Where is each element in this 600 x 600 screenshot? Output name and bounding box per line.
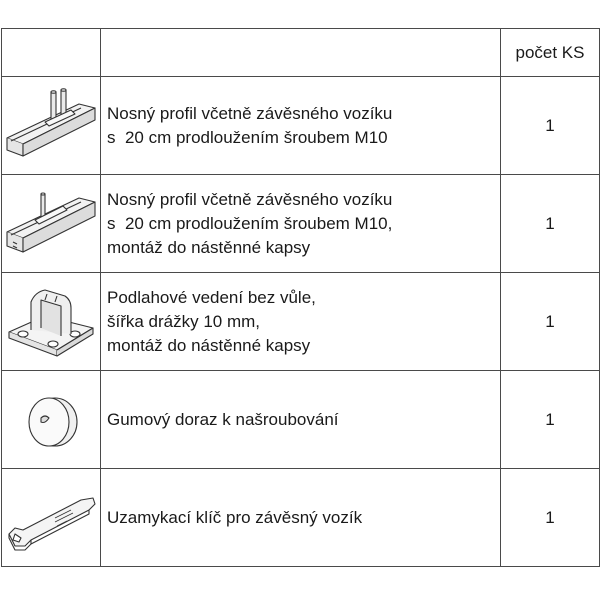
item-image-cell (2, 175, 101, 273)
profile-rail-with-bolt-icon (5, 86, 97, 166)
rubber-stopper-icon (5, 378, 97, 462)
header-image-cell (2, 29, 101, 77)
table-row (2, 469, 600, 567)
table-row (2, 175, 600, 273)
item-description (101, 371, 501, 469)
item-quantity: 1 (501, 77, 600, 175)
description-line: šířka drážky 10 mm, (107, 311, 261, 331)
profile-rail-with-short-bolt-icon (5, 184, 97, 264)
item-quantity: 1 (501, 175, 600, 273)
table-row (2, 273, 600, 371)
header-description-cell (101, 29, 501, 77)
item-quantity: 1 (501, 371, 600, 469)
description-line: Uzamykací klíč pro závěsný vozík (107, 507, 363, 527)
locking-key-icon (5, 476, 97, 560)
item-image-cell (2, 371, 101, 469)
description-line: Nosný profil včetně závěsného vozíku (107, 189, 393, 209)
table-row (2, 77, 600, 175)
table-row (2, 371, 600, 469)
item-image-cell (2, 273, 101, 371)
item-quantity: 1 (501, 273, 600, 371)
item-quantity: 1 (501, 469, 600, 567)
item-description (101, 273, 501, 371)
description-line: Podlahové vedení bez vůle, (107, 287, 316, 307)
description-line: Nosný profil včetně závěsného vozíku (107, 103, 393, 123)
item-description (101, 469, 501, 567)
description-line: montáž do nástěnné kapsy (107, 335, 311, 355)
description-line: s 20 cm prodloužením šroubem M10, (107, 213, 393, 233)
description-line: s 20 cm prodloužením šroubem M10 (107, 127, 388, 147)
item-description (101, 175, 501, 273)
description-line: montáž do nástěnné kapsy (107, 237, 311, 257)
header-quantity-label: počet KS (501, 29, 600, 77)
item-image-cell (2, 469, 101, 567)
header-row (2, 29, 600, 77)
parts-table (1, 28, 600, 567)
floor-guide-icon (5, 280, 97, 364)
item-description (101, 77, 501, 175)
item-image-cell (2, 77, 101, 175)
description-line: Gumový doraz k našroubování (107, 409, 339, 429)
